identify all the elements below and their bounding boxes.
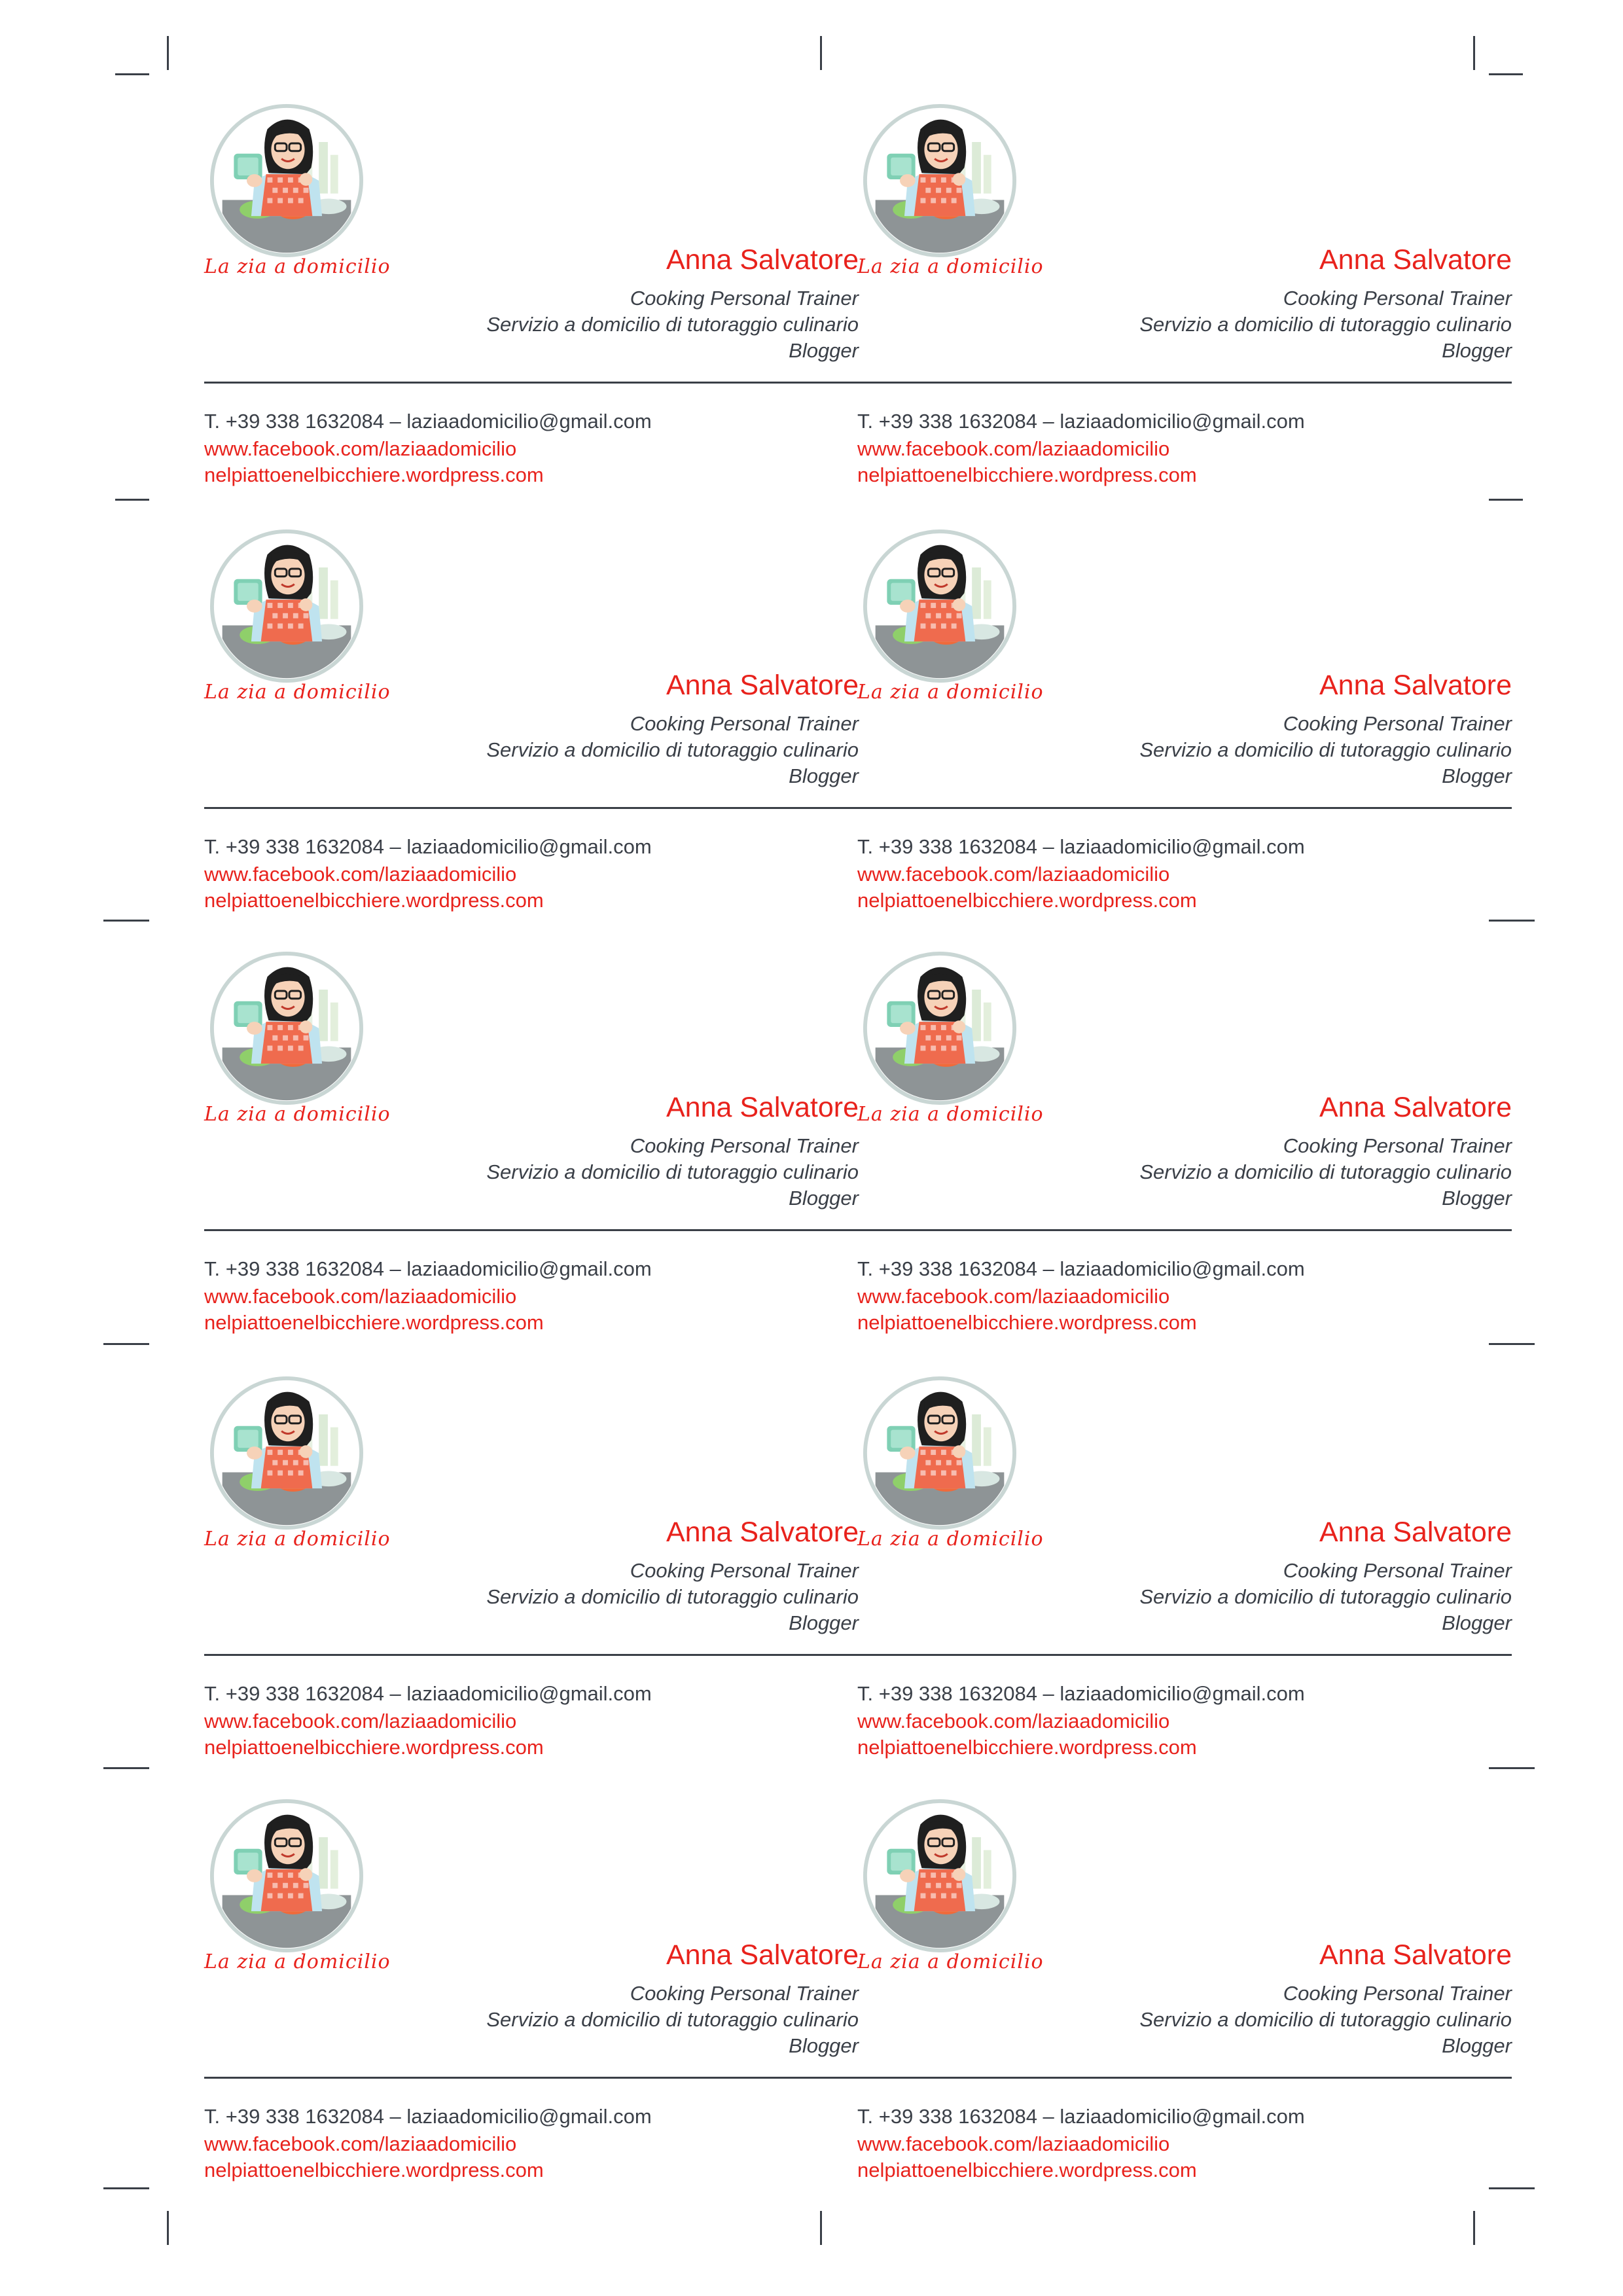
crop-mark — [115, 499, 149, 501]
person-name: Anna Salvatore — [666, 1516, 859, 1548]
business-card — [204, 1376, 859, 1801]
role-line: Servizio a domicilio di tutoraggio culinario — [486, 1160, 859, 1183]
role-line: Cooking Personal Trainer — [630, 712, 859, 735]
role-line: Blogger — [789, 1611, 859, 1634]
contact-line: T. +39 338 1632084 – laziaadomicilio@gmail.com — [204, 1257, 652, 1280]
role-line: Servizio a domicilio di tutoraggio culinario — [1139, 313, 1512, 336]
role-line: Blogger — [1442, 1187, 1512, 1210]
role-line: Cooking Personal Trainer — [1283, 1134, 1512, 1157]
person-name: Anna Salvatore — [1319, 244, 1512, 276]
facebook-link[interactable]: www.facebook.com/laziaadomicilio — [204, 2132, 517, 2155]
brand-logo — [204, 103, 401, 293]
business-card — [857, 529, 1512, 954]
divider — [857, 382, 1512, 384]
role-line: Cooking Personal Trainer — [630, 1134, 859, 1157]
person-name: Anna Salvatore — [666, 670, 859, 701]
contact-line: T. +39 338 1632084 – laziaadomicilio@gmail.com — [204, 1682, 652, 1705]
blog-link[interactable]: nelpiattoenelbicchiere.wordpress.com — [857, 2159, 1197, 2181]
brand-logo — [204, 1799, 401, 1988]
divider — [857, 1654, 1512, 1656]
chef-woman-icon — [209, 951, 364, 1105]
brand-logo — [204, 529, 401, 719]
brand-logo-text: La zia a domicilio — [857, 1528, 1044, 1551]
blog-link[interactable]: nelpiattoenelbicchiere.wordpress.com — [857, 463, 1197, 486]
brand-logo-text: La zia a domicilio — [204, 1103, 391, 1126]
divider — [204, 1654, 859, 1656]
contact-line: T. +39 338 1632084 – laziaadomicilio@gmail.com — [204, 835, 652, 858]
chef-woman-icon — [209, 1799, 364, 1953]
blog-link[interactable]: nelpiattoenelbicchiere.wordpress.com — [857, 889, 1197, 912]
chef-woman-icon — [863, 951, 1017, 1105]
person-name: Anna Salvatore — [666, 1939, 859, 1971]
crop-mark — [103, 2187, 149, 2189]
facebook-link[interactable]: www.facebook.com/laziaadomicilio — [857, 863, 1170, 886]
brand-logo — [857, 1376, 1054, 1566]
brand-logo — [857, 103, 1054, 293]
role-line: Cooking Personal Trainer — [1283, 1559, 1512, 1582]
brand-logo — [857, 951, 1054, 1141]
chef-woman-icon — [209, 103, 364, 258]
role-line: Servizio a domicilio di tutoraggio culinario — [1139, 1585, 1512, 1608]
crop-mark — [167, 2211, 169, 2245]
brand-logo — [204, 951, 401, 1141]
blog-link[interactable]: nelpiattoenelbicchiere.wordpress.com — [204, 889, 544, 912]
role-line: Servizio a domicilio di tutoraggio culinario — [486, 738, 859, 761]
contact-line: T. +39 338 1632084 – laziaadomicilio@gmail.com — [857, 1682, 1305, 1705]
role-line: Cooking Personal Trainer — [630, 1982, 859, 2005]
divider — [857, 807, 1512, 809]
facebook-link[interactable]: www.facebook.com/laziaadomicilio — [857, 1710, 1170, 1732]
person-name: Anna Salvatore — [1319, 1092, 1512, 1123]
role-line: Servizio a domicilio di tutoraggio culinario — [486, 2008, 859, 2031]
divider — [857, 2077, 1512, 2079]
facebook-link[interactable]: www.facebook.com/laziaadomicilio — [857, 437, 1170, 460]
contact-line: T. +39 338 1632084 – laziaadomicilio@gmail.com — [204, 410, 652, 433]
role-line: Blogger — [789, 2034, 859, 2057]
crop-mark — [820, 36, 822, 70]
divider — [204, 807, 859, 809]
role-line: Servizio a domicilio di tutoraggio culinario — [486, 1585, 859, 1608]
contact-line: T. +39 338 1632084 – laziaadomicilio@gmail.com — [857, 1257, 1305, 1280]
role-line: Cooking Personal Trainer — [630, 287, 859, 310]
blog-link[interactable]: nelpiattoenelbicchiere.wordpress.com — [204, 2159, 544, 2181]
brand-logo-text: La zia a domicilio — [204, 255, 391, 278]
crop-mark — [115, 73, 149, 75]
chef-woman-icon — [863, 529, 1017, 683]
crop-mark — [167, 36, 169, 70]
business-card — [857, 1376, 1512, 1801]
role-line: Blogger — [1442, 764, 1512, 787]
brand-logo — [857, 1799, 1054, 1988]
facebook-link[interactable]: www.facebook.com/laziaadomicilio — [204, 437, 517, 460]
role-line: Blogger — [1442, 1611, 1512, 1634]
person-name: Anna Salvatore — [666, 1092, 859, 1123]
role-line: Blogger — [789, 339, 859, 362]
divider — [204, 1229, 859, 1231]
blog-link[interactable]: nelpiattoenelbicchiere.wordpress.com — [857, 1311, 1197, 1334]
blog-link[interactable]: nelpiattoenelbicchiere.wordpress.com — [204, 463, 544, 486]
business-card — [204, 103, 859, 529]
business-card — [857, 951, 1512, 1376]
brand-logo — [204, 1376, 401, 1566]
crop-mark — [1489, 73, 1523, 75]
crop-mark — [103, 1343, 149, 1345]
brand-logo-text: La zia a domicilio — [857, 255, 1044, 278]
chef-woman-icon — [209, 1376, 364, 1530]
contact-line: T. +39 338 1632084 – laziaadomicilio@gmail.com — [857, 410, 1305, 433]
crop-mark — [1473, 36, 1475, 70]
role-line: Cooking Personal Trainer — [1283, 287, 1512, 310]
chef-woman-icon — [863, 1376, 1017, 1530]
divider — [857, 1229, 1512, 1231]
role-line: Cooking Personal Trainer — [1283, 712, 1512, 735]
business-card — [204, 951, 859, 1376]
contact-line: T. +39 338 1632084 – laziaadomicilio@gmail.com — [857, 835, 1305, 858]
facebook-link[interactable]: www.facebook.com/laziaadomicilio — [857, 1285, 1170, 1308]
brand-logo-text: La zia a domicilio — [857, 681, 1044, 704]
role-line: Servizio a domicilio di tutoraggio culinario — [1139, 1160, 1512, 1183]
role-line: Blogger — [789, 1187, 859, 1210]
chef-woman-icon — [863, 1799, 1017, 1953]
business-card — [204, 1799, 859, 2224]
blog-link[interactable]: nelpiattoenelbicchiere.wordpress.com — [857, 1736, 1197, 1759]
divider — [204, 382, 859, 384]
facebook-link[interactable]: www.facebook.com/laziaadomicilio — [857, 2132, 1170, 2155]
business-card — [857, 103, 1512, 529]
role-line: Servizio a domicilio di tutoraggio culinario — [486, 313, 859, 336]
role-line: Cooking Personal Trainer — [1283, 1982, 1512, 2005]
person-name: Anna Salvatore — [666, 244, 859, 276]
blog-link[interactable]: nelpiattoenelbicchiere.wordpress.com — [204, 1311, 544, 1334]
role-line: Servizio a domicilio di tutoraggio culinario — [1139, 738, 1512, 761]
brand-logo-text: La zia a domicilio — [204, 1528, 391, 1551]
role-line: Blogger — [1442, 2034, 1512, 2057]
crop-mark — [103, 920, 149, 922]
facebook-link[interactable]: www.facebook.com/laziaadomicilio — [204, 1285, 517, 1308]
brand-logo — [857, 529, 1054, 719]
brand-logo-text: La zia a domicilio — [204, 1950, 391, 1973]
brand-logo-text: La zia a domicilio — [857, 1950, 1044, 1973]
contact-line: T. +39 338 1632084 – laziaadomicilio@gmail.com — [204, 2105, 652, 2128]
chef-woman-icon — [209, 529, 364, 683]
role-line: Cooking Personal Trainer — [630, 1559, 859, 1582]
role-line: Blogger — [1442, 339, 1512, 362]
role-line: Blogger — [789, 764, 859, 787]
crop-mark — [103, 1767, 149, 1769]
blog-link[interactable]: nelpiattoenelbicchiere.wordpress.com — [204, 1736, 544, 1759]
divider — [204, 2077, 859, 2079]
person-name: Anna Salvatore — [1319, 670, 1512, 701]
contact-line: T. +39 338 1632084 – laziaadomicilio@gmail.com — [857, 2105, 1305, 2128]
facebook-link[interactable]: www.facebook.com/laziaadomicilio — [204, 863, 517, 886]
chef-woman-icon — [863, 103, 1017, 258]
person-name: Anna Salvatore — [1319, 1939, 1512, 1971]
brand-logo-text: La zia a domicilio — [204, 681, 391, 704]
business-card — [204, 529, 859, 954]
brand-logo-text: La zia a domicilio — [857, 1103, 1044, 1126]
person-name: Anna Salvatore — [1319, 1516, 1512, 1548]
business-card — [857, 1799, 1512, 2224]
facebook-link[interactable]: www.facebook.com/laziaadomicilio — [204, 1710, 517, 1732]
role-line: Servizio a domicilio di tutoraggio culinario — [1139, 2008, 1512, 2031]
